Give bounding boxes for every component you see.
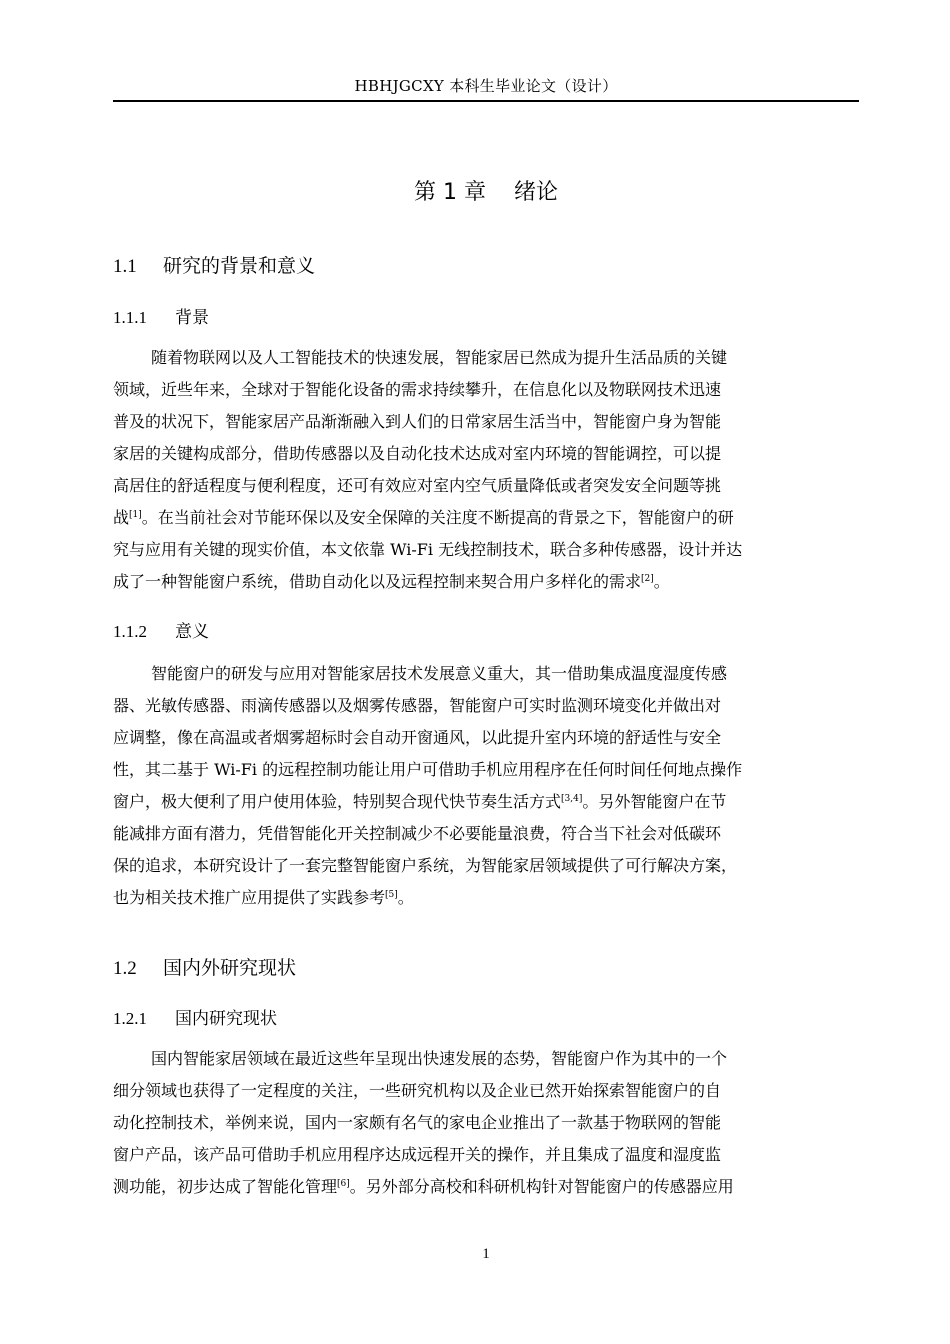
subsection-title: 意义 bbox=[175, 622, 209, 642]
chapter-number: 第 1 章 bbox=[414, 180, 486, 205]
citation-3-4: [3,4] bbox=[561, 794, 583, 804]
section-heading-1-2 bbox=[113, 955, 296, 982]
paragraph-line bbox=[113, 502, 859, 534]
paragraph-line: 高居住的舒适程度与便利程度，还可有效应对室内空气质量降低或者突发安全问题等挑 bbox=[113, 476, 722, 495]
paragraph-line: 家居的关键构成部分，借助传感器以及自动化技术达成对室内环境的智能调控，可以提 bbox=[113, 444, 722, 463]
paragraph-line: 国内智能家居领域在最近这些年呈现出快速发展的态势，智能窗户作为其中的一个 bbox=[151, 1049, 728, 1068]
paragraph-line: 性，其二基于 Wi-Fi 的远程控制功能让用户可借助手机应用程序在任何时间任何地点操作 bbox=[113, 760, 743, 779]
chapter-title bbox=[113, 178, 859, 208]
subsection-heading-1-2-1 bbox=[113, 1007, 277, 1031]
paragraph-domestic-research bbox=[113, 1043, 859, 1203]
running-header: HBHJGCXY 本科生毕业论文（设计） bbox=[354, 77, 618, 95]
text-run: 成了一种智能窗户系统，借助自动化以及远程控制来契合用户多样化的需求 bbox=[113, 572, 642, 591]
section-number: 1.1 bbox=[113, 256, 137, 277]
paragraph-line: 究与应用有关键的现实价值，本文依靠 Wi-Fi 无线控制技术，联合多种传感器，设计并达 bbox=[113, 540, 743, 559]
chapter-name: 绪论 bbox=[513, 180, 558, 205]
subsection-heading-1-1-1 bbox=[113, 306, 209, 330]
paragraph-line: 智能窗户的研发与应用对智能家居技术发展意义重大，其一借助集成温度湿度传感 bbox=[151, 664, 728, 683]
paragraph-line: 领域，近些年来，全球对于智能化设备的需求持续攀升，在信息化以及物联网技术迅速 bbox=[113, 380, 722, 399]
paragraph-line: 应调整，像在高温或者烟雾超标时会自动开窗通风，以此提升室内环境的舒适性与安全 bbox=[113, 728, 722, 747]
paragraph-line: 能减排方面有潜力，凭借智能化开关控制减少不必要能量浪费，符合当下社会对低碳环 bbox=[113, 824, 722, 843]
text-run: 战 bbox=[113, 508, 130, 527]
section-number: 1.2 bbox=[113, 958, 137, 979]
header-rule bbox=[113, 100, 859, 102]
paragraph-significance bbox=[113, 658, 859, 914]
citation-1: [1] bbox=[129, 510, 142, 520]
paragraph-background bbox=[113, 342, 859, 598]
text-run: 。 bbox=[653, 572, 670, 591]
citation-2: [2] bbox=[641, 574, 654, 584]
text-run: 窗户，极大便利了用户使用体验，特别契合现代快节奏生活方式 bbox=[113, 792, 562, 811]
subsection-title: 背景 bbox=[175, 308, 209, 328]
paragraph-line: 随着物联网以及人工智能技术的快速发展，智能家居已然成为提升生活品质的关键 bbox=[151, 348, 728, 367]
paragraph-line: 窗户产品，该产品可借助手机应用程序达成远程开关的操作，并且集成了温度和湿度监 bbox=[113, 1145, 722, 1164]
subsection-heading-1-1-2 bbox=[113, 620, 209, 644]
paragraph-line bbox=[113, 566, 859, 598]
citation-6: [6] bbox=[337, 1179, 350, 1189]
subsection-number: 1.1.1 bbox=[113, 308, 147, 327]
page-number: 1 bbox=[482, 1246, 490, 1262]
paragraph-line bbox=[113, 1171, 859, 1203]
paragraph-line: 动化控制技术，举例来说，国内一家颇有名气的家电企业推出了一款基于物联网的智能 bbox=[113, 1113, 722, 1132]
section-title: 研究的背景和意义 bbox=[163, 255, 316, 277]
subsection-number: 1.1.2 bbox=[113, 622, 147, 641]
text-run: 测功能，初步达成了智能化管理 bbox=[113, 1177, 338, 1196]
paragraph-line bbox=[113, 882, 859, 914]
text-run: 。另外部分高校和科研机构针对智能窗户的传感器应用 bbox=[349, 1177, 734, 1196]
paragraph-line: 保的追求，本研究设计了一套完整智能窗户系统，为智能家居领域提供了可行解决方案， bbox=[113, 856, 738, 875]
text-run: 。 bbox=[397, 888, 414, 907]
citation-5: [5] bbox=[385, 890, 398, 900]
subsection-title: 国内研究现状 bbox=[175, 1009, 277, 1029]
text-run: 。在当前社会对节能环保以及安全保障的关注度不断提高的背景之下，智能窗户的研 bbox=[141, 508, 734, 527]
text-run: 。另外智能窗户在节 bbox=[582, 792, 727, 811]
paragraph-line: 器、光敏传感器、雨滴传感器以及烟雾传感器，智能窗户可实时监测环境变化并做出对 bbox=[113, 696, 722, 715]
paragraph-line: 细分领域也获得了一定程度的关注，一些研究机构以及企业已然开始探索智能窗户的自 bbox=[113, 1081, 722, 1100]
section-heading-1-1 bbox=[113, 253, 315, 280]
section-title: 国内外研究现状 bbox=[163, 957, 297, 979]
text-run: 也为相关技术推广应用提供了实践参考 bbox=[113, 888, 386, 907]
subsection-number: 1.2.1 bbox=[113, 1009, 147, 1028]
paragraph-line: 普及的状况下，智能家居产品渐渐融入到人们的日常家居生活当中，智能窗户身为智能 bbox=[113, 412, 722, 431]
paragraph-line bbox=[113, 786, 859, 818]
